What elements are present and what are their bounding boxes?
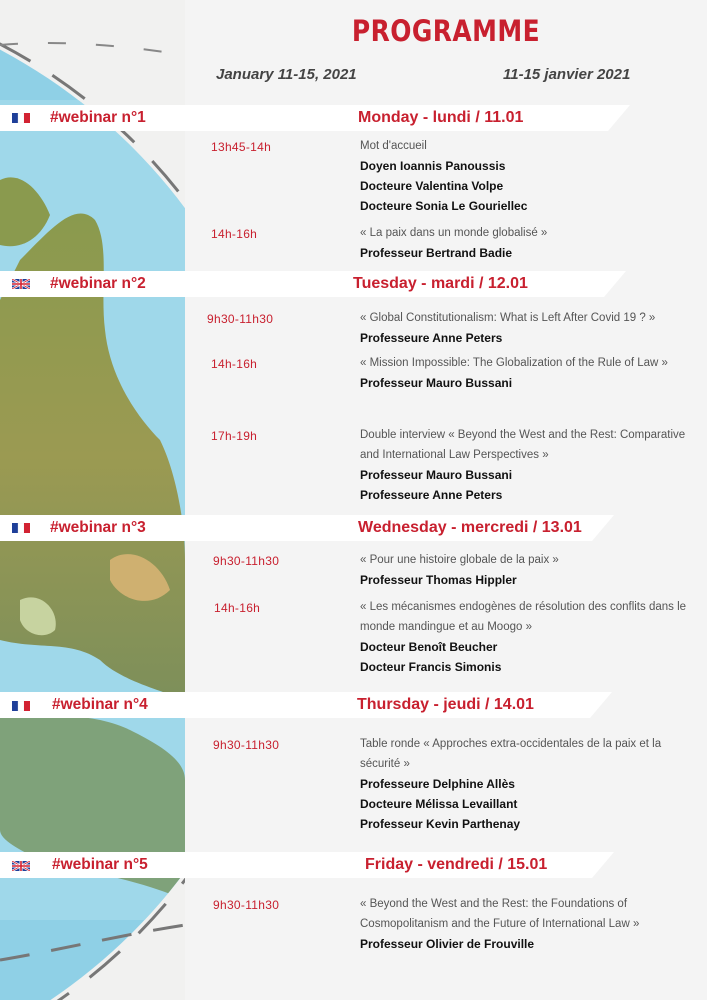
session-time: 9h30-11h30 [207,312,274,326]
day-label: Friday - vendredi / 15.01 [365,856,548,873]
session-topic: « Mission Impossible: The Globalization of the Rule of Law » [360,357,668,369]
session-time: 14h-16h [211,227,258,241]
session-topic: « Pour une histoire globale de la paix » [360,554,559,566]
session-speaker: Professeur Mauro Bussani [360,468,513,482]
session [360,550,700,590]
session-speaker: Professeure Anne Peters [360,488,503,502]
fr-flag-icon [12,113,30,123]
day-label: Wednesday - mercredi / 13.01 [358,519,582,536]
day-label: Monday - lundi / 11.01 [358,109,524,126]
uk-flag-icon [12,279,30,289]
session-time: 9h30-11h30 [213,738,280,752]
date-english: January 11-15, 2021 [216,66,357,83]
session-speaker: Professeur Olivier de Frouville [360,937,535,951]
webinar-label: #webinar n°1 [50,109,146,126]
session [360,308,700,348]
session-speaker: Docteur Francis Simonis [360,660,502,674]
fr-flag-icon [12,701,30,711]
session-time: 9h30-11h30 [213,898,280,912]
session [360,136,700,216]
session-speaker: Professeure Delphine Allès [360,777,515,791]
session-topic: Double interview « Beyond the West and the Rest: Comparative and International Law Perspectives » [360,429,686,461]
session-speaker: Docteure Mélissa Levaillant [360,797,518,811]
session-time: 13h45-14h [211,140,272,154]
webinar-label: #webinar n°5 [52,856,148,873]
session-speaker: Doyen Ioannis Panoussis [360,159,506,173]
fr-flag-icon [12,523,30,533]
day-label: Thursday - jeudi / 14.01 [357,696,534,713]
session [360,223,700,263]
session-topic: « Les mécanismes endogènes de résolution des conflits dans le monde mandingue et au Moogo » [360,601,687,633]
globe-illustration [0,0,185,1000]
session [360,734,700,834]
session-speaker: Professeur Thomas Hippler [360,573,517,587]
session-speaker: Professeur Bertrand Badie [360,246,513,260]
session [360,353,700,393]
session [360,597,700,677]
session-speaker: Professeure Anne Peters [360,331,503,345]
session-topic: « Beyond the West and the Rest: the Foundations of Cosmopolitanism and the Future of International Law » [360,898,640,930]
session-speaker: Docteure Sonia Le Gouriellec [360,199,528,213]
session-speaker: Professeur Mauro Bussani [360,376,513,390]
session-topic: « La paix dans un monde globalisé » [360,227,548,239]
session-topic: Table ronde « Approches extra-occidentales de la paix et la sécurité » [360,738,662,770]
session-speaker: Professeur Kevin Parthenay [360,817,521,831]
session [360,425,700,505]
page-title: PROGRAMME [351,14,541,48]
session-time: 9h30-11h30 [213,554,280,568]
webinar-label: #webinar n°3 [50,519,146,536]
session-topic: « Global Constitutionalism: What is Left After Covid 19 ? » [360,312,656,324]
webinar-label: #webinar n°2 [50,275,146,292]
session-time: 14h-16h [211,357,258,371]
session-time: 14h-16h [214,601,261,615]
date-french: 11-15 janvier 2021 [503,66,631,83]
day-label: Tuesday - mardi / 12.01 [353,275,528,292]
session-speaker: Docteur Benoît Beucher [360,640,498,654]
session [360,894,700,954]
uk-flag-icon [12,861,30,871]
session-topic: Mot d'accueil [360,140,427,152]
webinar-label: #webinar n°4 [52,696,148,713]
session-time: 17h-19h [211,429,258,443]
session-speaker: Docteure Valentina Volpe [360,179,504,193]
